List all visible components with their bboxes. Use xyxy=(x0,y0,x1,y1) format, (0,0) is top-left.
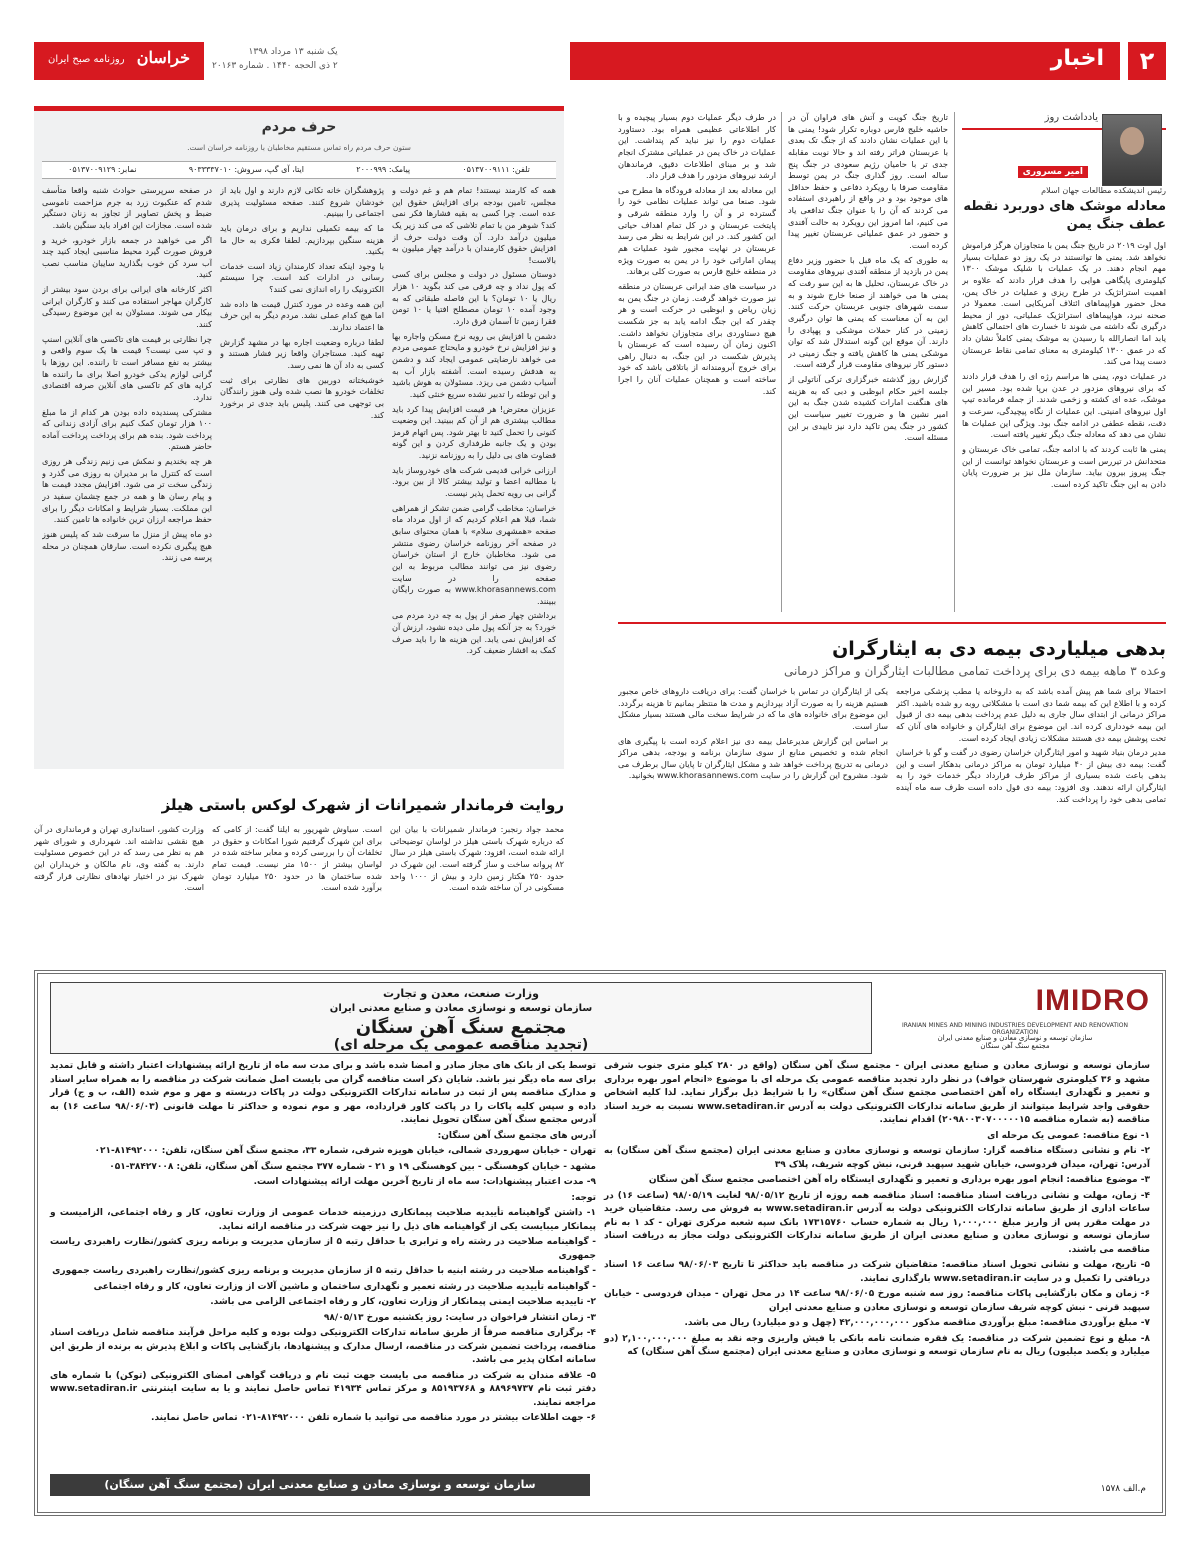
paragraph: در طرف دیگر عملیات دوم بسیار پیچیده و با کار اطلاعاتی عظیمی همراه بود. دستاورد عملیات دوم را نیز نباید کم پنداشت. این عملیات در خاک یمن در عملیاتی مشترک انجام شد و بر مبنای اطلاعات دقیق، فرماندهان ارشد نیروهای مزدور را هدف قرار داد. xyxy=(618,112,776,181)
ad-paragraph: ۴- زمان، مهلت و نشانی دریافت اسناد مناقصه: اسناد مناقصه همه روزه از تاریخ ۹۸/۰۵/۱۲ لغایت ۹۸/۰۵/۱۹ (ساعت ۱۶) در ساعات اداری از طریق سامانه تدارکات الکترونیکی دولت به آدرس www.setadiran.ir به فروش می رسد. متقاضیان خرید در مهلت مقرر پس از واریز مبلغ ۱,۰۰۰,۰۰۰ ریال به شماره حساب ۱۷۳۱۵۷۶۰ بانک سپه شعبه مرکزی تهران - کد ۱ به نام سازمان توسعه و نوسازی معادن و صنایع معدنی ایران از طریق سامانه تدارکات الکترونیکی دولت مجاز به دریافت اسناد مناقصه می باشند. xyxy=(604,1190,1150,1255)
columnist-box xyxy=(962,110,1166,210)
ad-paragraph: سازمان توسعه و نوسازی معادن و صنایع معدنی ایران - مجتمع سنگ آهن سنگان (واقع در ۲۸۰ کیلو متری جنوب شرقی مشهد و ۳۶ کیلومتری شهرستان خواف) در نظر دارد تجدید مناقصه عمومی یک مرحله ای با موضوع «انجام امور بهره برداری و تعمیر و نگهداری ایستگاه راه آهن اختصاصی مجتمع سنگ آهن سنگان» را با شرایط ذیل برگزار نماید. لذا کلیه اشخاص حقوقی واجد شرایط میتوانند از طریق سامانه تدارکات الکترونیکی دولت به آدرس www.setadiran.ir نسبت به خرید اسناد مناقصه (به شماره مناقصه ۲۰۹۸۰۰۳۰۷۰۰۰۰۰۱۵) اقدام نمایند. xyxy=(604,1061,1150,1125)
list-item: لطفا درباره وضعیت اجاره بها در مشهد گزارش تهیه کنید. مستاجران واقعا زیر فشار هستند و کسی به داد آن ها نمی رسد. xyxy=(220,336,384,370)
ad-paragraph: ۳- موضوع مناقصه: انجام امور بهره برداری و تعمیر و نگهداری ایستگاه راه آهن اختصاصی مجتمع سنگ آهن سنگان xyxy=(648,1175,1150,1185)
column-divider xyxy=(781,112,782,612)
article2-column-3 xyxy=(34,824,204,952)
analysis-column-2 xyxy=(618,112,776,612)
imidro-english-name: IRANIAN MINES AND MINING INDUSTRIES DEVELOPMENT AND RENOVATION ORGANIZATION xyxy=(901,1022,1129,1036)
ad-paragraph: - گواهینامه صلاحیت در رشته راه و ترابری با حداقل رتبه ۵ از سازمان مدیریت و برنامه ریزی کشور/نظارت راهبردی ریاست جمهوری xyxy=(50,1237,597,1261)
list-item: هر چه بخندیم و نمکش می زنیم زندگی هر روزی است که کنترل ما بر مدیران به روزی می گذرد و زندگی سخت تر می شود. افزایش مجدد قیمت ها و پیام رسان ها و همه در جمع چشمان سفید در این مملکت. بسیار شرایط و امکانات دیگر را برای حفظ مراجعه ارزان ترین خانواده ها تامین کنند. xyxy=(42,456,212,525)
ad-paragraph: ۶- جهت اطلاعات بیشتر در مورد مناقصه می توانید با شماره تلفن ۸۱۴۹۲۰۰۰-۰۲۱ تماس حاصل نمایند. xyxy=(151,1413,596,1423)
voice-column-3 xyxy=(42,185,212,759)
list-item: ما که بیمه تکمیلی نداریم و برای درمان باید هزینه سنگین بپردازیم. لطفا فکری به حال ما بکنید. xyxy=(220,222,384,257)
messenger-contact[interactable]: ایتا، آی گپ، سروش: ۹۰۳۳۳۳۷۰۱۰ xyxy=(188,165,305,174)
date-line-2: ۲ ذی الحجه ۱۴۴۰ . شماره ۲۰۱۶۳ xyxy=(212,60,338,71)
sms-contact[interactable]: پیامک: ۲۰۰۰۹۹۹ xyxy=(356,165,411,174)
list-item: برداشتن چهار صفر از پول به چه درد مردم می خورد؟ به جز آنکه پول ملی دیده نشود، ارزش آن که افزایش نمی یابد. این هزینه ها را باید صرف کمک به اقشار ضعیف کرد. xyxy=(392,610,556,656)
article-headline-2: روایت فرماندار شمیرانات از شهرک لوکس باستی هیلز xyxy=(161,796,564,814)
brand-tagline: روزنامه صبح ایران xyxy=(48,54,125,65)
article-column-2 xyxy=(618,686,888,948)
list-item: این همه وعده در مورد کنترل قیمت ها داده شد اما هیچ کدام عملی نشد. مردم دیگر به این حرف ها اعتماد ندارند. xyxy=(220,298,384,333)
brand-name: خراسان xyxy=(136,48,190,67)
author-photo xyxy=(1102,114,1162,186)
list-item: در صفحه سرپرستی حوادث شنبه واقعا متأسف شدم که عنکبوت زرد به جرم مزاحمت ناموسی ضبط و پخش تصاویر از تجاوز به زنان دستگیر شده است. مجازات این افراد باید سنگین باشد. xyxy=(42,185,212,230)
paragraph: در سیاست های ضد ایرانی عربستان در منطقه نیز صورت خواهد گرفت. زمان در جنگ یمن به زیان ریاض و ابوظبی در حرکت است و هر چقدر که این جنگ ادامه یابد به جز شکست هیچ دستاوردی برای متجاوزان نخواهد داشت. اکنون زمان آن رسیده است که عربستان با پذیرش شکست در این جنگ، به دنبال راهی برای خروج آبرومندانه از باتلاقی باشد که خود ساخته است و همچنان عملیات آنان را اجرا کند. xyxy=(618,280,776,396)
ad-paragraph: توسط یکی از بانک های مجاز صادر و امضا شده باشد و برای مدت سه ماه از تاریخ ارائه پیشنهادات اعتبار داشته و قابل تمدید برای سه ماه دیگر نیز باشد. شایان ذکر است مناقصه گران می بایست اصل ضمانت شرکت در مناقصه را به همراه سایر اسناد و مدارک مناقصه پس از ثبت در سامانه تدارکات الکترونیکی دولت در پاکات دربسته و مهر و موم شده (الف، ب و ج) قرار داده و سپس کلیه پاکات را در پاکت کاور قرارداده، مهر و موم نموده و حداکثر تا مهلت قانونی (۹۸/۰۶/۰۳ ساعت ۱۶) به آدرس مجتمع سنگ آهن سنگان تحویل نمایند. xyxy=(50,1061,596,1125)
list-item: همه که کارمند نیستند! تمام هم و غم دولت و مجلس، تامین بودجه برای افزایش حقوق این عده است. چرا کسی به بقیه فشارها فکر نمی کند؟ شوهر من با تمام تلاشی که می کند زیر یک میلیون درآمد دارد. آن وقت دولت حرف از افزایش حقوق کارمندان با درآمد چهار میلیون به بالاست! xyxy=(392,185,556,265)
imidro-complex-name: مجتمع سنگ آهن سنگان xyxy=(980,1042,1050,1050)
ad-right-column xyxy=(604,1060,1150,1362)
paragraph: یکی از ایثارگران در تماس با خراسان گفت: برای دریافت داروهای خاص مجبور هستیم هزینه را به صورت آزاد بپردازیم و مدت ها منتظر بمانیم تا هزینه برگردد. این موضوع برای خانواده های ما که در شرایط سخت مالی هستند بسیار مشکل ساز است. xyxy=(618,686,888,731)
column-label: یادداشت روز xyxy=(1044,112,1098,123)
ad-paragraph: ۸- مبلغ و نوع تضمین شرکت در مناقصه: یک فقره ضمانت نامه بانکی یا فیش واریزی وجه نقد به مبلغ ۲,۱۰۰,۰۰۰,۰۰۰ (دو میلیارد و یکصد میلیون) ریال به نام سازمان توسعه و نوسازی معادن و صنایع معدنی ایران (مجتمع سنگ آهن سنگان) که xyxy=(604,1333,1150,1357)
ad-paragraph: ۵- علاقه مندان به شرکت در مناقصه می بایست جهت ثبت نام و دریافت گواهی امضای الکترونیکی (توکن) با شماره های دفتر ثبت نام ۸۸۹۶۹۷۳۷ و ۸۵۱۹۳۷۶۸ و مرکز تماس ۴۱۹۳۴ تماس حاصل نمایند و یا به سایت اینترنتی www.setadiran.ir مراجعه نمایند. xyxy=(50,1370,596,1408)
newspaper-logo xyxy=(34,42,204,80)
author-name: امیر مسروری xyxy=(1018,166,1088,178)
article2-column-1 xyxy=(390,824,564,952)
ad-ministry: وزارت صنعت، معدن و تجارت xyxy=(383,987,539,1000)
ad-title: مجتمع سنگ آهن سنگان xyxy=(355,1017,567,1038)
list-item: اکثر کارخانه های ایرانی برای بردن سود بیشتر از کارگران مهاجر استفاده می کنند و کارگران ایرانی بیکار می شوند. مسئولان به این موضوع رسیدگی کنند. xyxy=(42,284,212,330)
list-item: مشترکی پسندیده داده بودن هر کدام از ما مبلغ ۱۰۰ هزار تومان کمک کنیم برای آزادی زندانی که پرداخت شود. بنده هم برای پرداخت پرداخت آماده حاضر هستم. xyxy=(42,406,212,452)
paragraph: گزارش روز گذشته خبرگزاری ترکی آناتولی از جلسه اخیر حکام ابوظبی و دبی که به هزینه های هنگفت امارات کشیده شدن جنگ به این امیر نشین ها و ضرورت تغییر سیاست این کشور در جنگ یمن تاکید دارد نیز تاییدی بر این مسئله است. xyxy=(788,374,948,443)
paragraph: بر اساس این گزارش مدیرعامل بیمه دی نیز اعلام کرده است با پیگیری های انجام شده و تخصیص منابع از سوی سازمان برنامه و بودجه، بدهی مراکز درمانی به تدریج پرداخت خواهد شد و مشکل ایثارگران تا پایان سال برطرف می شود. مشروح این گزارش را در سایت www.khorasannews.com بخوانید. xyxy=(618,735,888,781)
ad-organization: سازمان توسعه و نوسازی معادن و صنایع معدنی ایران xyxy=(329,1003,593,1014)
ad-paragraph: ۱- نوع مناقصه: عمومی یک مرحله ای xyxy=(987,1130,1150,1141)
paragraph: یمنی ها ثابت کردند که با ادامه جنگ، تمامی خاک عربستان و متحدانش در تیررس است و عربستان نخواهد توانست از این جنگ پیروز بیرون بیاید. سازمان ملل نیز بر ضرورت پایان دادن به این جنگ تاکید کرده است. xyxy=(962,443,1166,489)
list-item: عزیزان معترض! هر قیمت افزایش پیدا کرد باید مطالب بیشتری هم از آن کم ببینید. این وضعیت کنونی را تحمل کنید تا بهتر شود. پس اتهام قرمز بودن و یک جانبه طرفداری کردن و این گونه قضاوت های بی دلیل را به روزنامه نزنید. xyxy=(392,403,556,461)
contact-bar xyxy=(42,161,556,179)
fax-contact[interactable]: نمابر: ۰۵۱۳۷۰۰۹۱۲۹ xyxy=(68,165,137,174)
ad-paragraph: - گواهینامه صلاحیت در رشته ابنیه با حداقل رتبه ۵ از سازمان مدیریت و برنامه ریزی کشور/نظارت راهبردی ریاست جمهوری xyxy=(52,1266,596,1276)
ad-title-box xyxy=(50,982,872,1054)
imidro-persian-name: سازمان توسعه و نوسازی معادن و صنایع معدنی ایران xyxy=(937,1034,1093,1042)
ad-paragraph: توجه: xyxy=(571,1192,596,1203)
paragraph: اول اوت ۲۰۱۹ در تاریخ جنگ یمن با متجاوزان هرگز فراموش نخواهد شد. یمنی ها توانستند در یک روز دو عملیات بسیار مهم انجام دهند. در یک عملیات با شلیک موشک ۱۳۰۰ کیلومتری پایگاهی هوایی را هدف قرار دادند که علاوه بر اهمیت استراتژیک در طرح ریزی و عملیات در خاک یمن، محل حضور هواپیماهای ائتلاف آمریکایی است. معمولا در صحنه نبرد، هواپیماهای استراتژیک عملیاتی، دور از محیط درگیری نگه داشته می شوند تا خسارت های احتمالی کاهش یابد اما انصارالله با رسیدن به موشک یمنی کاملاً نشان داد که در عمق ۱۳۰۰ کیلومتری به معنای تمامی نقاط عربستان دست پیدا می کند. xyxy=(962,240,1166,367)
list-item: دشمن با افزایش بی رویه نرخ مسکن واجاره بها و نیز افزایش نرخ خودرو و مایحتاج عمومی مردم می خواهد نارضایتی عمومی ایجاد کند و دشمن به هدفش رسیده است. آشفته بازار آب به آسیاب دشمن می ریزد. مسئولان به هوش باشید و این توطئه را تدبیر نشده سریع خنثی کنید. xyxy=(392,330,556,399)
ad-paragraph: آدرس های مجتمع سنگ آهن سنگان: xyxy=(437,1130,596,1141)
paragraph: وزارت کشور، استانداری تهران و فرمانداری در آن هیچ نقشی نداشته اند. شهرداری و شورای شهر هم به نظر می رسد که در این خصوص مسئولیت دارند. به گفته وی، نام مالکان و خریداران این شهرک نیز در اختیار نهادهای نظارتی قرار گرفته است. xyxy=(34,824,204,893)
page-number: ۲ xyxy=(1128,42,1166,80)
ad-paragraph: ۱- داشتن گواهینامه تأییدیه صلاحیت پیمانکاری درزمینه خدمات عمومی از وزارت تعاون، کار و رفاه اجتماعی، الزامیست و پیمانکار میبایست یکی از گواهینامه های ذیل را نیز جهت شرکت در مناقصه ارائه نماید. xyxy=(50,1208,596,1232)
ad-paragraph: ۶- زمان و مکان بازگشایی پاکات مناقصه: روز سه شنبه مورخ ۹۸/۰۶/۰۵ ساعت ۱۴ در محل تهران - میدان فردوسی - خیابان سپهبد قرنی - نبش کوچه شریف سازمان توسعه و نوسازی معادن و صنایع معدنی ایران xyxy=(604,1289,1151,1313)
ad-left-column xyxy=(50,1060,596,1428)
ad-paragraph: ۲- تاییدیه صلاحیت ایمنی پیمانکار از وزارت تعاون، کار و رفاه اجتماعی الزامی می باشد. xyxy=(210,1297,596,1307)
voice-column-2 xyxy=(220,185,384,759)
paragraph: محمد جواد رنجبر: فرماندار شمیرانات با بیان این که درباره شهرک باستی هیلز در لواسان توضیحاتی ارائه شده است، افزود: شهرک باستی هیلز در سال ۸۲ پروانه ساخت و ساز گرفته است. این شهرک در حدود ۲۵۰ هکتار زمین دارد و بیش از ۱۰۰۰ واحد مسکونی در آن ساخته شده است. xyxy=(390,824,564,893)
voice-column-1 xyxy=(392,185,556,759)
ad-paragraph: ۲- نام و نشانی دستگاه مناقصه گزار: سازمان توسعه و نوسازی معادن و صنایع معدنی ایران (مجتمع سنگ آهن سنگان) به آدرس: تهران، میدان فردوسی، خیابان شهید سپهبد قرنی، نبش کوچه شریف، پلاک ۳۹ xyxy=(604,1146,1150,1170)
paragraph: تاریخ جنگ کویت و آتش های فراوان آن در حاشیه خلیج فارس دوباره تکرار شود! یمنی ها با این عملیات نشان دادند که از جنگ تک بعدی با عربستان فراتر رفته اند و حالا نوبت مقابله جدی تر با حامیان رژیم سعودی در جنگ پنج ساله است. روز گذاری جنگ در یمن توسط مقاومت صرفا با رویکرد دفاعی و حفظ حداقل های موجود بود و در واقع از راهبردی استفاده می کردند که آن را با عنوان جنگ تدافعی یاد می کنیم، اما امروز این رویکرد به حالت آفندی و حضور در عمق عملیاتی عربستان تغییر پیدا کرده است. xyxy=(788,112,948,251)
readers-voice-box xyxy=(34,106,564,769)
readers-voice-subtitle: ستون حرف مردم راه تماس مستقیم مخاطبان با روزنامه خراسان است. xyxy=(187,143,411,152)
article2-column-2 xyxy=(212,824,382,952)
author-role: رئیس اندیشکده مطالعات جهان اسلام xyxy=(1041,186,1166,195)
article-column-1 xyxy=(896,686,1166,948)
ad-footer-banner: سازمان توسعه و نوسازی معادن و صنایع معدنی ایران (مجتمع سنگ آهن سنگان) xyxy=(50,1474,590,1496)
list-item: چرا نظارتی بر قیمت های تاکسی های آنلاین اسنپ و تپ سی نیست؟ قیمت ها یک سوم واقعی و بیشتر به نفع مسافر است تا راننده. این روزها با گرانی لوازم یدکی خودرو اصلا برای ما راننده ها کرایه های کم تاکسی های آنلاین صرفه اقتصادی ندارد. xyxy=(42,333,212,402)
section-bar xyxy=(570,42,1120,80)
article-headline: بدهی میلیاردی بیمه دی به ایثارگران xyxy=(832,638,1166,660)
phone-contact[interactable]: تلفن: ۰۵۱۳۷۰۰۹۱۱۱ xyxy=(462,165,530,174)
list-item: خراسان: مخاطب گرامی ضمن تشکر از همراهی شما، قبلا هم اعلام کردیم که از اول مرداد ماه صفحه «همشهری سلام» با همان محتوای سابق در صفحه آخر روزنامه خراسان رضوی منتشر می شود. مخاطبان خارج از استان خراسان رضوی نیز می توانند مطالب مربوط به این صفحه را در سایت www.khorasannews.com به صورت رایگان ببینند. xyxy=(392,502,556,606)
paragraph: احتمالا برای شما هم پیش آمده باشد که به داروخانه یا مطب پزشکی مراجعه کرده و با اطلاع این که بیمه شما دی است با مشکلاتی روبه رو شده باشید. اکثر مراکز درمانی از ابتدای سال جاری به دلیل عدم پرداخت بدهی بیمه دی از قبول این بیمه خودداری کرده اند. این موضوع برای ایثارگران و خانواده های آنان که تحت پوشش بیمه دی هستند مشکلات زیادی ایجاد کرده است. xyxy=(896,686,1166,743)
ad-subtitle: (تجدید مناقصه عمومی یک مرحله ای) xyxy=(333,1037,589,1053)
ad-paragraph: - گواهینامه تأییدیه صلاحیت در رشته تعمیر و نگهداری ساختمان و ماشین آلات از وزارت تعاون، کار و رفاه اجتماعی xyxy=(93,1281,596,1292)
imidro-logo xyxy=(878,982,1150,1052)
list-item: با وجود اینکه تعداد کارمندان زیاد است خدمات رسانی در ادارات کند است. چرا سیستم الکترونیک را راه اندازی نمی کنند؟ xyxy=(220,260,384,295)
column-divider xyxy=(954,112,955,612)
paragraph: است. سیاوش شهریور به ایلنا گفت: از کامی که برای این شهرک گرفتیم شورا امکانات و حقوق در تخلفات آن را بررسی کرده و معابر ساخته شده در لواسان بیشتر از ۱۵۰۰ متر نیست. قیمت تمام شده ساختمان ها در حدود ۲۵۰ میلیارد تومان برآورد شده است. xyxy=(212,824,382,893)
tender-advertisement xyxy=(34,970,1166,1516)
paragraph: مدیر درمان بنیاد شهید و امور ایثارگران خراسان رضوی در گفت و گو با خراسان گفت: بیمه دی بیش از ۴۰ میلیارد تومان به مراکز درمانی بدهکار است و این بدهی باعث شده بسیاری از مراکز طرف قرارداد دیگر خدمات خود را به ایثارگران ارائه ندهند. وی افزود: بیمه دی قول داده است ظرف سه ماه آینده تمامی بدهی خود را پرداخت کند. xyxy=(896,747,1166,804)
list-item: دوستان مسئول در دولت و مجلس برای کسی که پول نداد و چه فرقی می کند بگوید ۱۰ هزار ریال یا ۱۰ تومان؟ با این فاصله طبقاتی که به وجود آمده ۱۰ تومان مصطلح افتیا یا ۱۰ تومن فقرا زمین تا آسمان فرق دارد. xyxy=(392,269,556,327)
dateline xyxy=(212,46,338,73)
ad-paragraph: ۵- تاریخ، مهلت و نشانی تحویل اسناد مناقصه: متقاضیان شرکت در مناقصه باید حداکثر تا تاریخ ۹۸/۰۶/۰۳ ساعت ۱۶ اسناد دریافتی را تکمیل و در سایت www.setadiran.ir بارگذاری نمایند. xyxy=(604,1260,1151,1284)
opinion-title: معادله موشک های دوربرد نقطه عطف جنگ یمن xyxy=(963,199,1166,232)
opinion-body xyxy=(962,240,1166,612)
analysis-column-1 xyxy=(788,112,948,612)
ad-paragraph: ۹- مدت اعتبار پیشنهادات: سه ماه از تاریخ آخرین مهلت ارائه پیشنهادات است. xyxy=(253,1177,596,1187)
page-header xyxy=(34,42,1166,80)
list-item: پژوهشگران خانه تکانی لازم دارند و اول باید از خودشان شروع کنند. صفحه مسئولیت پذیری اجتماعی را ببینیم. xyxy=(220,185,384,219)
list-item: اگر می خواهید در جمعه بازار خودرو، خرید و فروش صورت گیرد محیط مناسبی ایجاد کنید چند آب سرد کن خوب بگذارید سایبان مناسب نصب کنید. xyxy=(42,234,212,280)
paragraph: در عملیات دوم، یمنی ها مراسم رژه ای را هدف قرار دادند که برای نیروهای مزدور در عدن برپا شده بود. مسیر این موشک، عده ای کشته و زخمی شدند. از جمله فرمانده تیپ اول نیروهای امنیتی. این عملیات از نگاه پیچیدگی، سرعت و دقت، نقطه عطفی در ادامه جنگ بود. ویژگی این عملیات ها نشان می دهد که معادله جنگ دیگر تغییر یافته است. xyxy=(962,371,1166,440)
ad-paragraph: مشهد - خیابان کوهسنگی - بین کوهسنگی ۱۹ و ۲۱ - شماره ۳۷۷ مجتمع سنگ آهن سنگان، تلفن: ۳۸۴۲۷۰۰۸-۰۵۱ xyxy=(109,1161,596,1172)
imidro-wordmark: IMIDRO xyxy=(1035,984,1150,1017)
ad-paragraph: ۷- مبلغ برآوردی مناقصه: مبلغ برآوردی مناقصه مذکور ۴۲,۰۰۰,۰۰۰,۰۰۰ (چهل و دو میلیارد) ریال می باشد. xyxy=(684,1318,1150,1328)
list-item: ارزانی خرابی قدیمی شرکت های خودروساز باید با مطالبه اعضا و تولید بیشتر کالا از بین برود. گرانی بی رویه تحمل پذیر نیست. xyxy=(392,464,556,499)
section-title: اخبار xyxy=(1050,46,1104,71)
section-rule xyxy=(618,622,1166,624)
article-subheadline: وعده ۳ ماهه بیمه دی برای پرداخت تمامی مطالبات ایثارگران و مراکز درمانی xyxy=(783,664,1166,678)
list-item: خوشبختانه دوربین های نظارتی برای ثبت تخلفات خودرو ها نصب شده ولی هنوز رانندگان بی توجهی می کنند. پلیس باید جدی تر برخورد کند. xyxy=(220,374,384,420)
ad-paragraph: ۳- زمان انتشار فراخوان در سایت: روز یکشنبه مورخ ۹۸/۰۵/۱۳ xyxy=(323,1312,596,1323)
readers-voice-title: حرف مردم xyxy=(261,119,337,135)
list-item: دو ماه پیش از منزل ما سرقت شد که پلیس هنوز هیچ پیگیری نکرده است. سارقان همچنان در محله پرسه می زنند. xyxy=(42,528,212,563)
paragraph: به طوری که یک ماه قبل با حضور وزیر دفاع یمن در بازدید از منطقه آفندی نیروهای مقاومت در خاک عربستان، تحلیل ها به این سو رفت که یمنی ها می خواهند از صنعا خارج شوند و به سمت شهرهای جنوبی عربستان حرکت کنند. این به آن معناست که یمنی ها توان درگیری زمینی در کنار حملات موشکی و پهپادی را دارند. آن موقع این گونه استدلال شد که توان موشکی یمنی ها کاهش یافته و جنگ زمینی در دستور کار نیروهای مقاومت قرار گرفته است. xyxy=(788,254,948,370)
paragraph: این معادله بعد از معادله فرودگاه ها مطرح می شود. صنعا می تواند عملیات نظامی خود را گسترده تر و آن را وارد منطقه شرقی و پایتخت عربستان و در کل تمام اهداف حیاتی این کشور کند. در این شرایط به نظر می رسد عربستان در نهایت مجبور شود عملیات هم پیمان اماراتی خود را در یمن به صورت ویژه در منطقه خلیج فارس به صورت کلی برهاند. xyxy=(618,184,776,277)
ad-reference-code: م.الف ۱۵۷۸ xyxy=(1100,1484,1146,1494)
ad-paragraph: ۴- برگزاری مناقصه صرفاً از طریق سامانه تدارکات الکترونیکی دولت بوده و کلیه مراحل فرآیند مناقصه شامل دریافت اسناد مناقصه، پرداخت تضمین شرکت در مناقصه، ارسال مدارک و پیشنهادها، بازگشایی پاکات و ابلاغ پذیرش به برنده از طریق این سامانه امکان پذیر می باشد. xyxy=(50,1328,596,1365)
date-line-1: یک شنبه ۱۳ مرداد ۱۳۹۸ xyxy=(248,47,338,57)
ad-paragraph: تهران - خیابان سهروردی شمالی، خیابان هویزه شرقی، شماره ۳۳، مجتمع سنگ آهن سنگان، تلفن: ۸۱۴۹۲۰۰۰-۰۲۱ xyxy=(94,1146,596,1156)
